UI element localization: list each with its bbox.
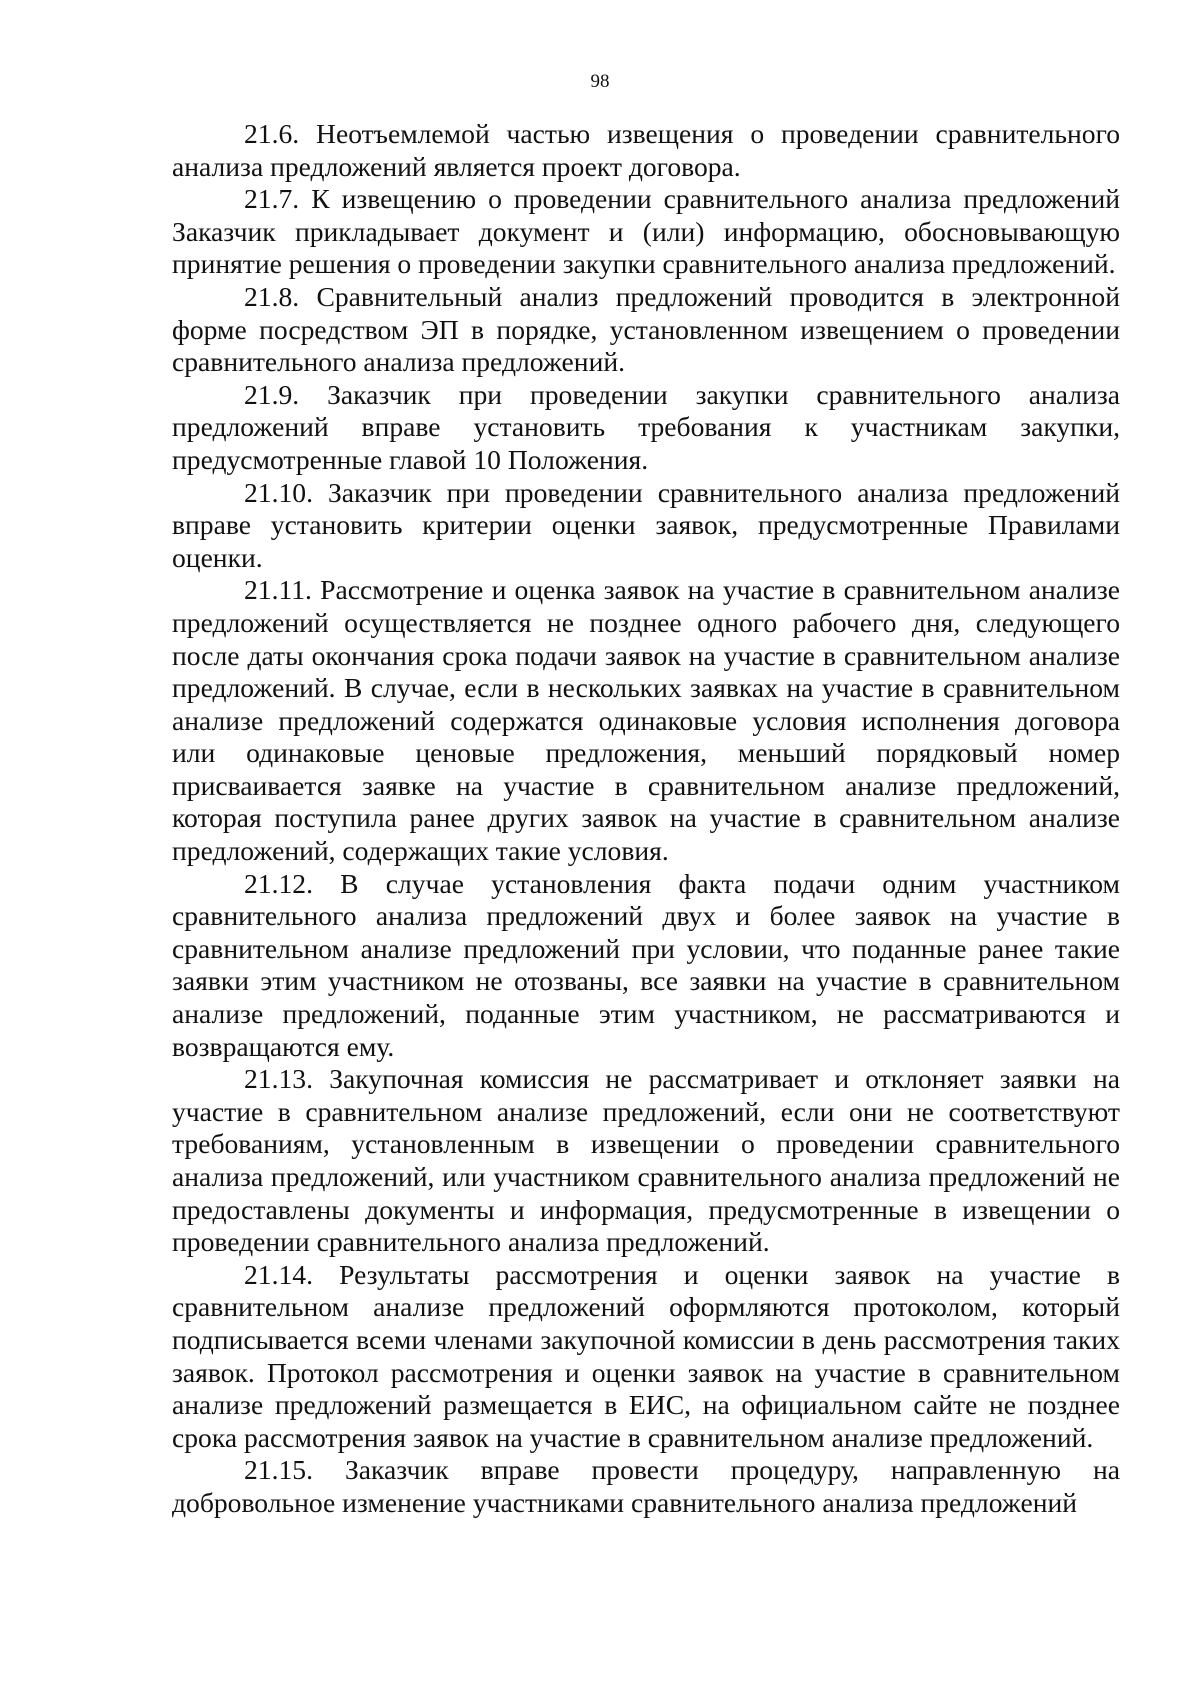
paragraph-21-7: 21.7. К извещению о проведении сравнительного анализа предложений Заказчик прикладывает документ и (или) информацию, обосновывающую принятие решения о проведении закупки сравнительного анализа предложений. [172,183,1120,280]
paragraph-21-14: 21.14. Результаты рассмотрения и оценки заявок на участие в сравнительном анализе предложений оформляются протоколом, который подписывается всеми членами закупочной комиссии в день рассмотрения таких заявок. Протокол рассмотрения и оценки заявок на участие в сравнительном анализе предложений размещается в ЕИС, на официальном сайте не позднее срока рассмотрения заявок на участие в сравнительном анализе предложений. [172,1258,1120,1453]
document-body [172,118,1120,1520]
paragraph-21-11: 21.11. Рассмотрение и оценка заявок на участие в сравнительном анализе предложений осуществляется не позднее одного рабочего дня, следующего после даты окончания срока подачи заявок на участие в сравнительном анализе предложений. В случае, если в нескольких заявках на участие в сравнительном анализе предложений содержатся одинаковые условия исполнения договора или одинаковые ценовые предложения, меньший порядковый номер присваивается заявке на участие в сравнительном анализе предложений, которая поступила ранее других заявок на участие в сравнительном анализе предложений, содержащих такие условия. [172,574,1120,867]
paragraph-21-13: 21.13. Закупочная комиссия не рассматривает и отклоняет заявки на участие в сравнительном анализе предложений, если они не соответствуют требованиям, установленным в извещении о проведении сравнительного анализа предложений, или участником сравнительного анализа предложений не предоставлены документы и информация, предусмотренные в извещении о проведении сравнительного анализа предложений. [172,1063,1120,1258]
paragraph-21-9: 21.9. Заказчик при проведении закупки сравнительного анализа предложений вправе установить требования к участникам закупки, предусмотренные главой 10 Положения. [172,378,1120,475]
paragraph-21-15: 21.15. Заказчик вправе провести процедуру, направленную на добровольное изменение участниками сравнительного анализа предложений [172,1454,1120,1518]
paragraph-21-12: 21.12. В случае установления факта подачи одним участником сравнительного анализа предложений двух и более заявок на участие в сравнительном анализе предложений при условии, что поданные ранее такие заявки этим участником не отозваны, все заявки на участие в сравнительном анализе предложений, поданные этим участником, не рассматриваются и возвращаются ему. [172,867,1120,1062]
paragraph-21-10: 21.10. Заказчик при проведении сравнительного анализа предложений вправе установить критерии оценки заявок, предусмотренные Правилами оценки. [172,476,1120,573]
paragraph-21-6: 21.6. Неотъемлемой частью извещения о проведении сравнительного анализа предложений является проект договора. [172,118,1120,182]
page-number: 98 [590,71,610,92]
paragraph-21-8: 21.8. Сравнительный анализ предложений проводится в электронной форме посредством ЭП в порядке, установленном извещением о проведении сравнительного анализа предложений. [172,280,1120,378]
